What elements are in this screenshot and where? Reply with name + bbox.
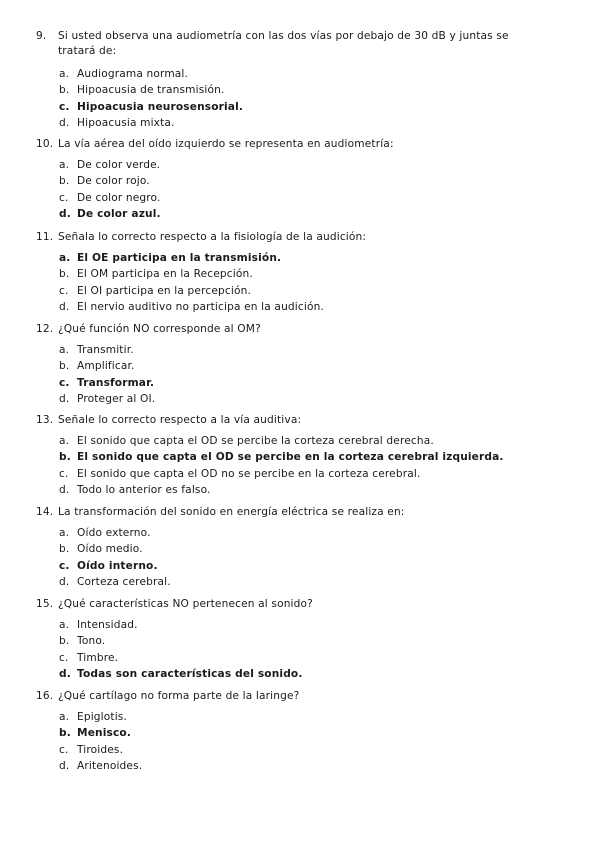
question-number: 15.: [36, 598, 54, 610]
option-text: Corteza cerebral.: [77, 576, 171, 589]
question-stem: [0, 689, 528, 704]
question-10: [0, 137, 603, 223]
option-c: [0, 466, 603, 482]
option-b: [0, 266, 603, 282]
option-letter: d.: [59, 484, 70, 497]
question-text: Señale lo correcto respecto a la vía auditiva:: [58, 414, 302, 426]
question-text: ¿Qué características NO pertenecen al sonido?: [58, 598, 313, 610]
option-letter: d.: [59, 208, 71, 221]
option-a: [0, 342, 603, 358]
option-text: Hipoacusia mixta.: [77, 117, 175, 130]
option-letter: c.: [59, 284, 69, 297]
option-text: El sonido que capta el OD se percibe la corteza cerebral derecha.: [77, 435, 434, 447]
option-a: [0, 157, 603, 173]
option-a: [0, 709, 603, 725]
option-b: [0, 449, 603, 465]
option-d: [0, 666, 603, 682]
option-c: [0, 742, 603, 758]
question-number: 11.: [36, 231, 54, 243]
question-number: 9.: [36, 30, 47, 42]
option-text: Hipoacusia de transmisión.: [77, 84, 225, 97]
question-stem: [0, 230, 528, 245]
option-text: Timbre.: [77, 651, 119, 664]
option-list: [0, 157, 603, 223]
option-letter: d.: [59, 760, 70, 773]
option-list: [0, 66, 603, 132]
option-a: [0, 250, 603, 266]
question-number: 12.: [36, 323, 54, 335]
option-list: [0, 617, 603, 683]
option-a: [0, 617, 603, 633]
option-b: [0, 725, 603, 741]
option-b: [0, 541, 603, 557]
question-text: ¿Qué cartílago no forma parte de la laringe?: [58, 690, 300, 702]
option-letter: c.: [59, 191, 69, 204]
option-text: El OI participa en la percepción.: [77, 284, 251, 297]
option-text: Oído externo.: [77, 527, 151, 539]
option-text: Proteger al OI.: [77, 393, 156, 406]
option-list: [0, 342, 603, 408]
option-c: [0, 190, 603, 206]
option-text: El sonido que capta el OD no se percibe en la corteza cerebral.: [77, 467, 421, 480]
option-text: El OM participa en la Recepción.: [77, 268, 253, 281]
option-text: Menisco.: [77, 727, 131, 740]
option-letter: d.: [59, 668, 71, 681]
option-letter: b.: [59, 84, 70, 97]
option-letter: d.: [59, 301, 70, 314]
option-b: [0, 82, 603, 98]
option-text: Transformar.: [77, 376, 155, 389]
question-stem: [0, 137, 528, 152]
option-text: Tiroides.: [77, 743, 124, 756]
option-text: El sonido que capta el OD se percibe en la corteza cerebral izquierda.: [77, 451, 504, 464]
question-text: La transformación del sonido en energía eléctrica se realiza en:: [58, 506, 405, 518]
option-b: [0, 358, 603, 374]
option-c: [0, 558, 603, 574]
option-letter: c.: [59, 651, 69, 664]
question-13: [0, 413, 603, 499]
question-15: [0, 597, 603, 683]
option-d: [0, 758, 603, 774]
question-stem: [0, 413, 528, 428]
question-text: ¿Qué función NO corresponde al OM?: [58, 323, 261, 335]
option-letter: b.: [59, 175, 70, 188]
option-text: Oído interno.: [77, 559, 158, 572]
question-text: La vía aérea del oído izquierdo se representa en audiometría:: [58, 138, 394, 150]
option-d: [0, 391, 603, 407]
option-letter: b.: [59, 268, 70, 281]
option-b: [0, 173, 603, 189]
option-text: El nervio auditivo no participa en la audición.: [77, 301, 324, 314]
option-letter: a.: [59, 252, 71, 264]
option-letter: a.: [59, 68, 70, 80]
option-text: Transmitir.: [77, 344, 134, 356]
option-letter: a.: [59, 159, 70, 171]
option-c: [0, 283, 603, 299]
option-list: [0, 433, 603, 499]
option-d: [0, 115, 603, 131]
question-text: Si usted observa una audiometría con las dos vías por debajo de 30 dB y juntas se tratará de:: [58, 30, 509, 57]
option-letter: c.: [59, 100, 70, 113]
question-number: 13.: [36, 414, 54, 426]
question-stem: [0, 505, 528, 520]
option-list: [0, 250, 603, 316]
option-d: [0, 482, 603, 498]
option-list: [0, 525, 603, 591]
question-16: [0, 689, 603, 775]
option-letter: d.: [59, 117, 70, 130]
option-text: De color negro.: [77, 191, 161, 204]
option-letter: c.: [59, 376, 70, 389]
option-letter: d.: [59, 393, 70, 406]
option-c: [0, 375, 603, 391]
question-stem: [0, 597, 528, 612]
option-text: El OE participa en la transmisión.: [77, 252, 282, 264]
option-text: Oído medio.: [77, 543, 143, 556]
question-number: 14.: [36, 506, 54, 518]
option-letter: c.: [59, 467, 69, 480]
option-list: [0, 709, 603, 775]
option-text: De color verde.: [77, 159, 161, 171]
option-a: [0, 433, 603, 449]
option-letter: c.: [59, 559, 70, 572]
option-text: Aritenoides.: [77, 760, 143, 773]
question-number: 10.: [36, 138, 54, 150]
option-letter: b.: [59, 727, 71, 740]
option-letter: b.: [59, 543, 70, 556]
option-text: Hipoacusia neurosensorial.: [77, 100, 244, 113]
option-letter: a.: [59, 344, 70, 356]
option-text: Epiglotis.: [77, 711, 127, 723]
option-text: Tono.: [77, 635, 106, 648]
option-letter: a.: [59, 435, 70, 447]
option-letter: d.: [59, 576, 70, 589]
option-d: [0, 299, 603, 315]
option-text: Audiograma normal.: [77, 68, 189, 80]
option-text: Intensidad.: [77, 619, 138, 631]
option-letter: b.: [59, 635, 70, 648]
option-letter: b.: [59, 451, 71, 464]
option-text: Todas son características del sonido.: [77, 668, 303, 681]
option-d: [0, 206, 603, 222]
option-c: [0, 650, 603, 666]
option-letter: b.: [59, 360, 70, 373]
question-9: [0, 29, 603, 132]
option-d: [0, 574, 603, 590]
option-text: De color rojo.: [77, 175, 150, 188]
option-letter: a.: [59, 619, 70, 631]
question-text: Señala lo correcto respecto a la fisiología de la audición:: [58, 231, 367, 243]
question-number: 16.: [36, 690, 54, 702]
option-text: De color azul.: [77, 208, 161, 221]
option-letter: c.: [59, 743, 69, 756]
option-b: [0, 633, 603, 649]
option-a: [0, 66, 603, 82]
option-letter: a.: [59, 527, 70, 539]
question-14: [0, 505, 603, 591]
option-letter: a.: [59, 711, 70, 723]
question-stem: [0, 322, 528, 337]
option-text: Todo lo anterior es falso.: [77, 484, 211, 497]
question-stem: [0, 29, 528, 59]
question-11: [0, 230, 603, 316]
question-12: [0, 322, 603, 408]
option-c: [0, 99, 603, 115]
option-a: [0, 525, 603, 541]
option-text: Amplificar.: [77, 360, 135, 373]
